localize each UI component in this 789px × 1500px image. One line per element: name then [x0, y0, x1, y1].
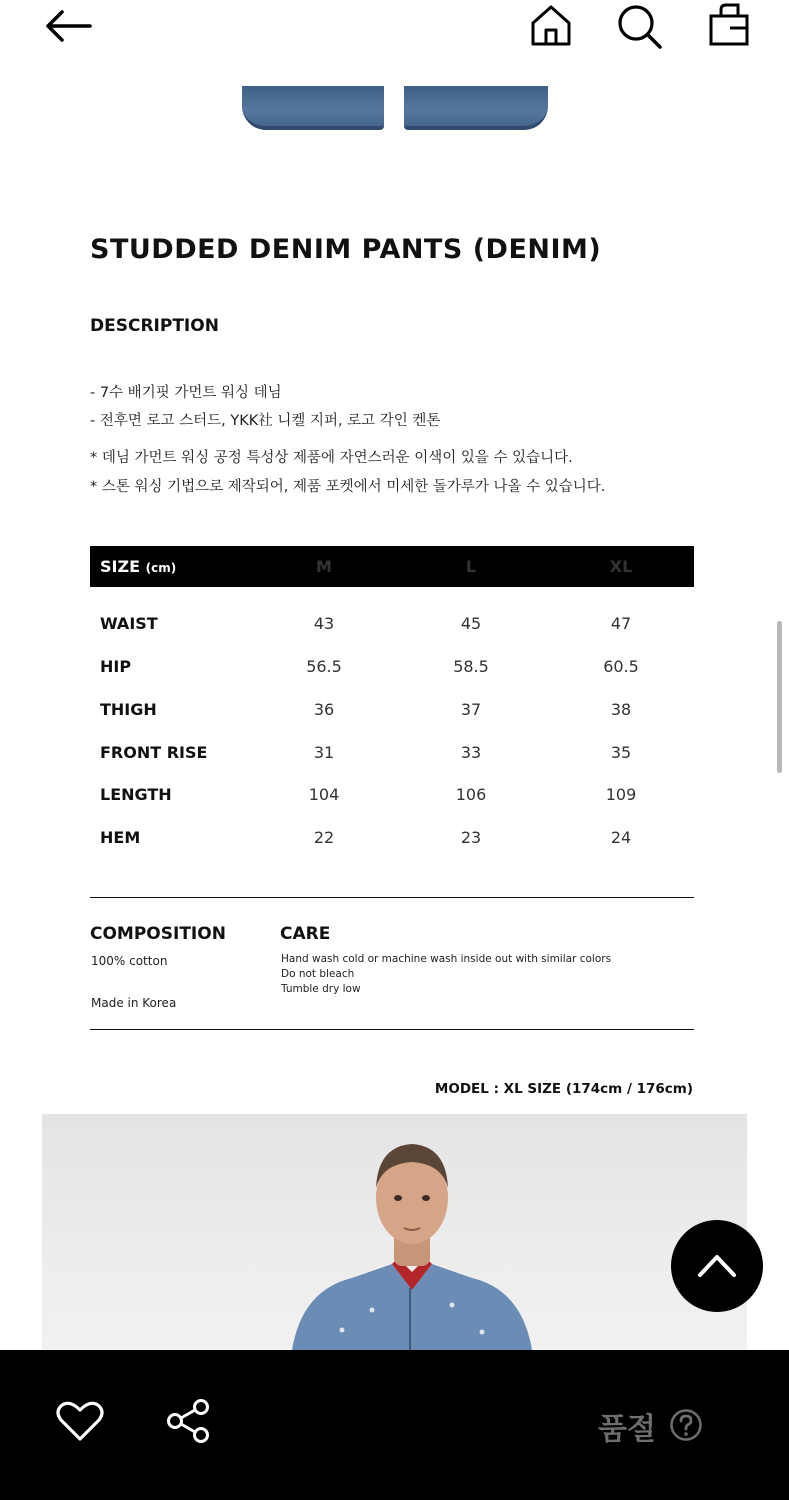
cell-value: 60.5 [603, 657, 639, 676]
bottom-action-bar [0, 1350, 789, 1500]
row-label: HIP [100, 657, 132, 676]
top-nav-bar [0, 0, 789, 62]
scrollbar[interactable] [777, 621, 782, 773]
cell-value: 35 [610, 743, 632, 762]
size-unit: (cm) [145, 561, 177, 575]
cell-value: 22 [313, 828, 335, 847]
cell-value: 31 [313, 743, 335, 762]
home-icon[interactable] [528, 2, 574, 48]
table-row [90, 610, 694, 640]
description-note: * 스톤 워싱 기법으로 제작되어, 제품 포켓에서 미세한 돌가루가 나올 수 있습니다. [90, 479, 606, 495]
row-label: THIGH [100, 700, 157, 719]
cell-value: 43 [313, 614, 335, 633]
product-title: STUDDED DENIM PANTS (DENIM) [90, 234, 602, 265]
question-circle-icon[interactable] [669, 1408, 703, 1442]
origin-value: Made in Korea [91, 996, 177, 1010]
divider [90, 897, 694, 898]
cell-value: 106 [455, 785, 487, 804]
heart-icon[interactable] [56, 1400, 104, 1442]
size-column-l: L [465, 557, 477, 576]
table-row [90, 696, 694, 726]
cell-value: 24 [610, 828, 632, 847]
description-heading: DESCRIPTION [90, 316, 219, 336]
description-note: * 데님 가먼트 워싱 공정 특성상 제품에 자연스러운 이색이 있을 수 있습니다. [90, 450, 573, 466]
care-line: Do not bleach [281, 968, 355, 980]
cell-value: 45 [460, 614, 482, 633]
sold-out-status: 품절 [598, 1412, 656, 1447]
model-photo [42, 1114, 747, 1350]
cell-value: 23 [460, 828, 482, 847]
cell-value: 33 [460, 743, 482, 762]
table-row [90, 739, 694, 769]
care-line: Tumble dry low [281, 983, 361, 995]
row-label: FRONT RISE [100, 743, 208, 762]
cell-value: 104 [308, 785, 340, 804]
size-column-m: M [316, 557, 332, 576]
cell-value: 36 [313, 700, 335, 719]
description-line: - 7수 배기핏 가먼트 워싱 데님 [90, 385, 282, 401]
care-line: Hand wash cold or machine wash inside out with similar colors [281, 953, 612, 965]
row-label: WAIST [100, 614, 158, 633]
row-label: LENGTH [100, 785, 172, 804]
arrow-left-icon[interactable] [40, 6, 94, 46]
composition-heading: COMPOSITION [90, 924, 226, 944]
product-image-left-leg [242, 86, 384, 130]
shopping-bag-icon[interactable] [706, 2, 752, 48]
cell-value: 58.5 [453, 657, 489, 676]
composition-value: 100% cotton [91, 954, 168, 968]
model-figure [282, 1140, 542, 1350]
divider [90, 1029, 694, 1030]
size-header-label: SIZE (cm) [100, 557, 177, 576]
table-row [90, 653, 694, 683]
row-label: HEM [100, 828, 141, 847]
cell-value: 47 [610, 614, 632, 633]
table-row [90, 824, 694, 854]
cell-value: 37 [460, 700, 482, 719]
chevron-up-icon [697, 1250, 737, 1280]
cell-value: 56.5 [306, 657, 342, 676]
model-info: MODEL : XL SIZE (174cm / 176cm) [434, 1081, 693, 1097]
search-icon[interactable] [614, 2, 664, 50]
table-row [90, 781, 694, 811]
scroll-top-button[interactable] [671, 1220, 763, 1312]
description-line: - 전후면 로고 스터드, YKK社 니켈 지퍼, 로고 각인 켄톤 [90, 413, 441, 429]
size-table-header [90, 546, 694, 587]
cell-value: 109 [605, 785, 637, 804]
cell-value: 38 [610, 700, 632, 719]
product-image-right-leg [404, 86, 548, 130]
care-heading: CARE [280, 924, 331, 944]
share-icon[interactable] [164, 1398, 212, 1444]
size-column-xl: XL [609, 557, 633, 576]
